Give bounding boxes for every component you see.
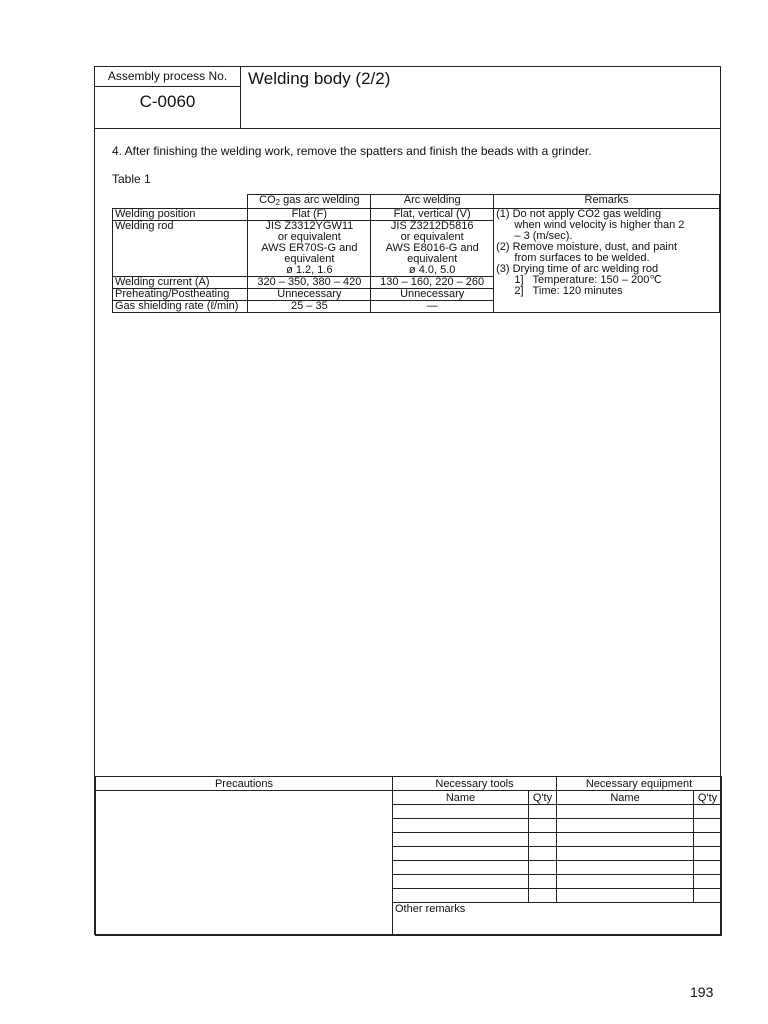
equipment-qty-header: Q'ty xyxy=(694,791,722,805)
necessary-tools-header: Necessary tools xyxy=(393,777,557,791)
arc-value: 130 – 160, 220 – 260 xyxy=(371,277,494,289)
remark-line: 2] Time: 120 minutes xyxy=(496,285,623,297)
tool-name-cell xyxy=(393,889,529,903)
bottom-subheader-row xyxy=(96,791,722,805)
co2-value-line: or equivalent xyxy=(277,231,341,243)
row-label: Gas shielding rate (ℓ/min) xyxy=(113,301,248,313)
page-number: 193 xyxy=(690,984,714,1000)
row-label: Welding rod xyxy=(113,221,248,277)
co2-value: 25 – 35 xyxy=(248,301,371,313)
arc-value-line: AWS E8016-G and xyxy=(385,242,479,254)
co2-value: Unnecessary xyxy=(248,289,371,301)
precautions-area xyxy=(96,791,393,936)
form-frame xyxy=(94,66,721,935)
header-divider xyxy=(95,128,720,129)
column-header-co2 xyxy=(248,195,371,209)
equipment-name-cell xyxy=(557,847,694,861)
tool-name-cell xyxy=(393,805,529,819)
bottom-header-row xyxy=(96,777,722,791)
equipment-qty-cell xyxy=(694,819,722,833)
table-corner xyxy=(113,195,248,209)
tool-qty-cell xyxy=(529,847,557,861)
tool-qty-cell xyxy=(529,861,557,875)
table-header-row xyxy=(113,195,720,209)
tool-name-cell xyxy=(393,861,529,875)
tools-name-header: Name xyxy=(393,791,529,805)
arc-value: — xyxy=(371,301,494,313)
remark-line: 1] Temperature: 150 – 200℃ xyxy=(496,274,662,286)
co2-value-line: JIS Z3312YGW11 xyxy=(265,220,354,232)
remark-line: (2) Remove moisture, dust, and paint xyxy=(496,241,678,253)
welding-spec-table xyxy=(112,194,720,313)
co2-value-line: ø 1.2, 1.6 xyxy=(286,264,333,276)
equipment-qty-cell xyxy=(694,861,722,875)
assembly-process-code: C-0060 xyxy=(95,87,241,128)
row-label: Welding position xyxy=(113,209,248,221)
equipment-qty-cell xyxy=(694,805,722,819)
arc-value-line: equivalent xyxy=(407,253,458,265)
row-label: Preheating/Postheating xyxy=(113,289,248,301)
arc-value: Unnecessary xyxy=(371,289,494,301)
equipment-qty-cell xyxy=(694,847,722,861)
equipment-qty-cell xyxy=(694,875,722,889)
table-row xyxy=(113,209,720,221)
equipment-name-cell xyxy=(557,819,694,833)
arc-value-line: ø 4.0, 5.0 xyxy=(408,264,456,276)
remark-line: when wind velocity is higher than 2 xyxy=(496,219,685,231)
tool-qty-cell xyxy=(529,833,557,847)
page-title: Welding body (2/2) xyxy=(248,69,391,88)
co2-label-suffix: gas arc welding xyxy=(280,194,360,206)
equipment-name-cell xyxy=(557,861,694,875)
tool-name-cell xyxy=(393,875,529,889)
equipment-qty-cell xyxy=(694,889,722,903)
equipment-qty-cell xyxy=(694,833,722,847)
assembly-process-label: Assembly process No. xyxy=(95,67,241,87)
remarks-cell xyxy=(494,209,720,313)
equipment-name-header: Name xyxy=(557,791,694,805)
co2-value-line: AWS ER70S-G and xyxy=(261,242,358,254)
co2-value-line: equivalent xyxy=(284,253,335,265)
remark-line: (3) Drying time of arc welding rod xyxy=(496,263,659,275)
tool-name-cell xyxy=(393,833,529,847)
remark-line: – 3 (m/sec). xyxy=(496,230,573,242)
row-label: Welding current (A) xyxy=(113,277,248,289)
tool-qty-cell xyxy=(529,889,557,903)
co2-value: Flat (F) xyxy=(248,209,371,221)
other-remarks: Other remarks xyxy=(393,903,722,936)
co2-subscript: 2 xyxy=(275,198,281,207)
precautions-header: Precautions xyxy=(96,777,393,791)
remark-line: from surfaces to be welded. xyxy=(496,252,650,264)
equipment-name-cell xyxy=(557,889,694,903)
arc-value-line: JIS Z3212D5816 xyxy=(390,220,474,232)
precautions-tools-table xyxy=(95,776,722,936)
column-header-arc: Arc welding xyxy=(371,195,494,209)
arc-value: Flat, vertical (V) xyxy=(371,209,494,221)
co2-value: 320 – 350, 380 – 420 xyxy=(248,277,371,289)
tool-qty-cell xyxy=(529,805,557,819)
table-caption: Table 1 xyxy=(112,172,151,186)
tool-qty-cell xyxy=(529,819,557,833)
tool-qty-cell xyxy=(529,875,557,889)
co2-value xyxy=(248,221,371,277)
arc-value-line: or equivalent xyxy=(400,231,464,243)
header-vertical-divider xyxy=(240,67,241,128)
equipment-name-cell xyxy=(557,805,694,819)
necessary-equipment-header: Necessary equipment xyxy=(557,777,722,791)
equipment-name-cell xyxy=(557,833,694,847)
co2-label: CO xyxy=(259,194,276,206)
remark-line: (1) Do not apply CO2 gas welding xyxy=(496,208,662,220)
column-header-remarks: Remarks xyxy=(494,195,720,209)
tool-name-cell xyxy=(393,847,529,861)
arc-value xyxy=(371,221,494,277)
equipment-name-cell xyxy=(557,875,694,889)
tools-qty-header: Q'ty xyxy=(529,791,557,805)
tool-name-cell xyxy=(393,819,529,833)
step-instruction: 4. After finishing the welding work, remove the spatters and finish the beads with a grinder. xyxy=(112,144,592,158)
